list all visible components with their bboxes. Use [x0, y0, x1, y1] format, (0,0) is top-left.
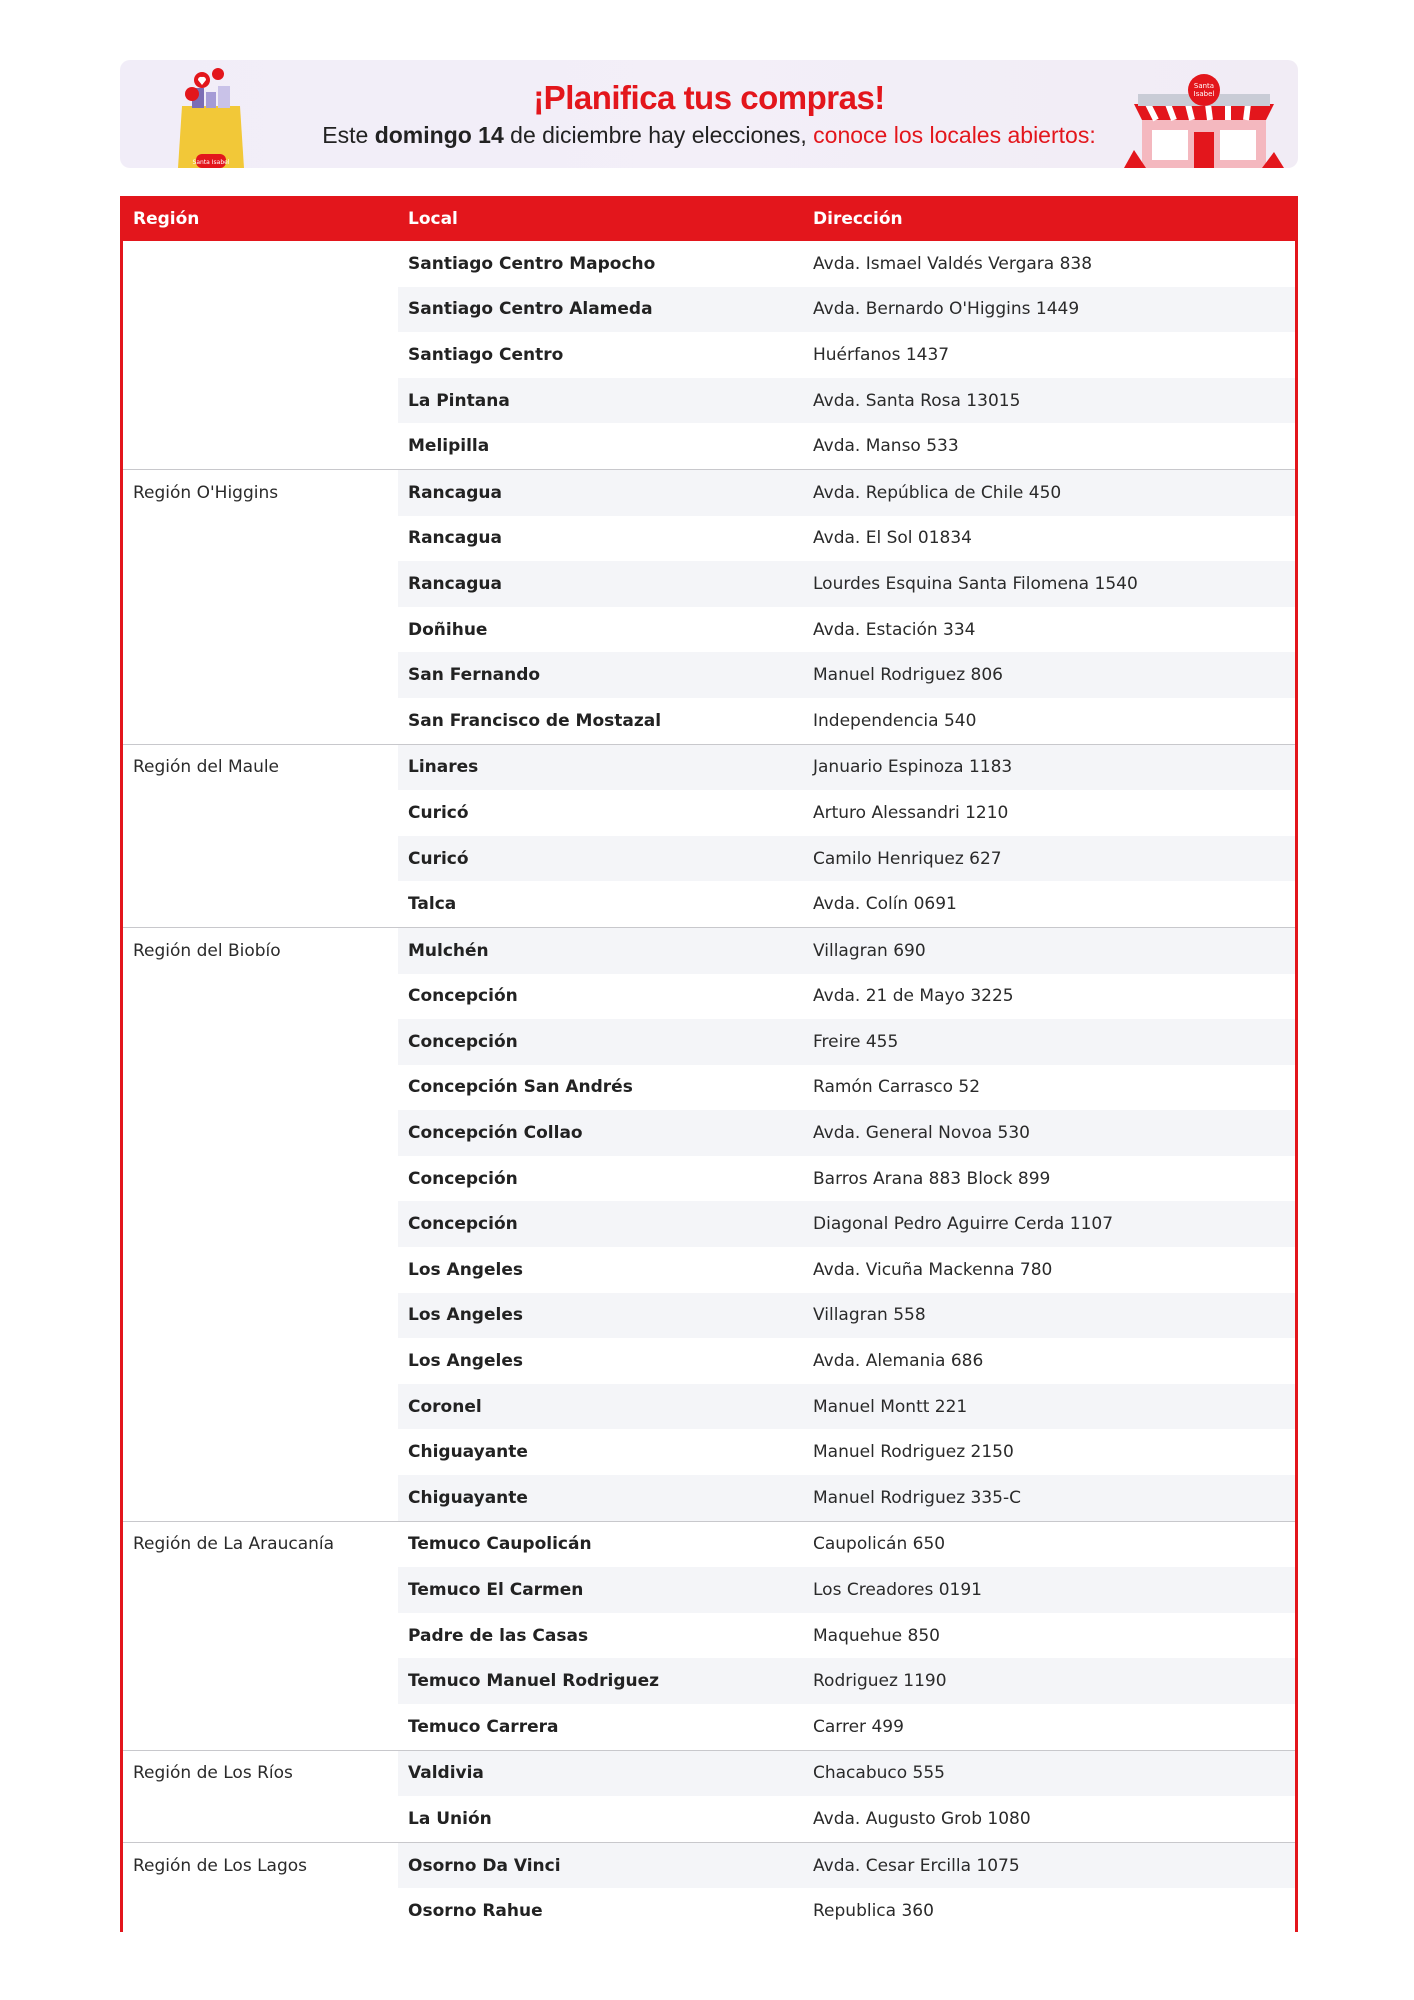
region-cell: Región del Biobío [123, 927, 398, 973]
region-cell: Región de La Araucanía [123, 1521, 398, 1567]
address-cell: Freire 455 [803, 1019, 1295, 1065]
local-cell: Coronel [398, 1384, 803, 1430]
local-cell: Santiago Centro Mapocho [408, 253, 656, 274]
address-cell: Carrer 499 [813, 1716, 904, 1737]
address-cell: Avda. Estación 334 [813, 619, 976, 640]
address-cell: Januario Espinoza 1183 [803, 744, 1295, 790]
local-cell: Curicó [408, 802, 469, 823]
region-cell [123, 1247, 398, 1293]
address-cell: Caupolicán 650 [803, 1521, 1295, 1567]
address-cell: Avda. 21 de Mayo 3225 [813, 986, 1014, 1007]
local-cell: Los Angeles [408, 1259, 523, 1280]
table-header-row [123, 196, 1295, 241]
address-cell: Huérfanos 1437 [813, 344, 950, 365]
address-cell: Villagran 558 [803, 1293, 1295, 1339]
local-cell: Mulchén [398, 927, 803, 973]
sub-middle: de diciembre hay elecciones, [503, 122, 814, 148]
sub-link: conoce los locales abiertos: [813, 122, 1096, 148]
region-cell [123, 1201, 398, 1247]
table-row [123, 974, 1295, 1020]
table-row [123, 1475, 1295, 1521]
table-row [123, 1842, 1295, 1888]
local-cell: Santiago Centro [408, 344, 564, 365]
address-cell: Avda. Augusto Grob 1080 [813, 1808, 1031, 1829]
table-row [123, 652, 1295, 698]
region-cell: Región O'Higgins [123, 469, 398, 515]
region-cell [123, 516, 398, 562]
region-cell [123, 1065, 398, 1111]
address-cell: Avda. Manso 533 [813, 436, 959, 457]
region-cell [123, 1567, 398, 1613]
local-cell: Temuco Manuel Rodriguez [398, 1658, 803, 1704]
table-row [123, 1704, 1295, 1750]
store-front-icon [1124, 74, 1284, 168]
address-cell: Rodriguez 1190 [803, 1658, 1295, 1704]
address-cell: Arturo Alessandri 1210 [813, 802, 1009, 823]
address-cell: Avda. Colín 0691 [813, 894, 957, 915]
table-row [123, 1293, 1295, 1339]
local-cell: Rancagua [398, 561, 803, 607]
region-cell [123, 1384, 398, 1430]
table-row [123, 744, 1295, 790]
table-row [123, 423, 1295, 469]
local-cell: Temuco Carrera [408, 1716, 559, 1737]
table-row [123, 790, 1295, 836]
local-cell: Los Angeles [408, 1351, 523, 1372]
region-cell [123, 1338, 398, 1384]
table-row [123, 332, 1295, 378]
local-cell: Osorno Da Vinci [398, 1842, 803, 1888]
address-cell: Republica 360 [813, 1901, 934, 1922]
address-cell: Diagonal Pedro Aguirre Cerda 1107 [803, 1201, 1295, 1247]
local-cell: Temuco Caupolicán [398, 1521, 803, 1567]
table-row [123, 1384, 1295, 1430]
header-local: Local [398, 196, 803, 241]
banner-text [302, 78, 1116, 150]
local-cell: Chiguayante [408, 1442, 528, 1463]
address-cell: Camilo Henriquez 627 [803, 836, 1295, 882]
logo-text-2: Isabel [1193, 90, 1215, 98]
table-row [123, 1019, 1295, 1065]
address-cell: Independencia 540 [813, 710, 977, 731]
banner-title: ¡Planifica tus compras! [533, 79, 885, 116]
local-cell: Concepción San Andrés [408, 1077, 633, 1098]
local-cell: Padre de las Casas [408, 1625, 589, 1646]
local-cell: Melipilla [408, 436, 490, 457]
local-cell: Concepción Collao [398, 1110, 803, 1156]
region-cell [123, 836, 398, 882]
table-row [123, 1658, 1295, 1704]
region-cell [123, 652, 398, 698]
region-cell [123, 1429, 398, 1475]
region-cell [123, 1475, 398, 1521]
local-cell: Concepción [408, 1168, 518, 1189]
local-cell: Osorno Rahue [408, 1901, 543, 1922]
region-cell: Región de Los Lagos [123, 1842, 398, 1888]
address-cell: Manuel Montt 221 [803, 1384, 1295, 1430]
local-cell: San Fernando [398, 652, 803, 698]
header-region: Región [123, 196, 398, 241]
table-row [123, 1156, 1295, 1202]
address-cell: Avda. Ismael Valdés Vergara 838 [813, 253, 1093, 274]
table-row [123, 1521, 1295, 1567]
local-cell: La Pintana [398, 378, 803, 424]
local-cell: Talca [408, 894, 457, 915]
region-cell [123, 1156, 398, 1202]
region-cell [123, 607, 398, 653]
address-cell: Avda. El Sol 01834 [813, 528, 972, 549]
table-row [123, 1888, 1295, 1932]
local-cell: Rancagua [408, 528, 502, 549]
table-row [123, 516, 1295, 562]
address-cell: Lourdes Esquina Santa Filomena 1540 [803, 561, 1295, 607]
table-row [123, 1201, 1295, 1247]
local-cell: San Francisco de Mostazal [408, 710, 662, 731]
address-cell: Avda. Santa Rosa 13015 [803, 378, 1295, 424]
table-row [123, 836, 1295, 882]
local-cell: Santiago Centro Alameda [398, 287, 803, 333]
table-row [123, 1796, 1295, 1842]
region-cell [123, 1293, 398, 1339]
region-cell: Región del Maule [123, 744, 398, 790]
region-cell [123, 1796, 398, 1842]
address-cell: Manuel Rodriguez 806 [803, 652, 1295, 698]
table-row [123, 927, 1295, 973]
table-row [123, 241, 1295, 287]
region-cell [123, 1110, 398, 1156]
region-cell [123, 974, 398, 1020]
table-row [123, 1338, 1295, 1384]
table-body [123, 241, 1295, 1932]
table-row [123, 469, 1295, 515]
table-row [123, 1750, 1295, 1796]
region-cell [123, 1019, 398, 1065]
table-row [123, 1429, 1295, 1475]
region-cell [123, 881, 398, 927]
address-cell: Manuel Rodriguez 2150 [813, 1442, 1014, 1463]
address-cell: Barros Arana 883 Block 899 [813, 1168, 1051, 1189]
local-cell: Rancagua [398, 469, 803, 515]
shopping-bag-icon [170, 66, 260, 168]
bag-logo-text: Santa Isabel [192, 159, 230, 166]
region-cell: Región de Los Ríos [123, 1750, 398, 1796]
address-cell: Chacabuco 555 [803, 1750, 1295, 1796]
region-cell [123, 1704, 398, 1750]
region-cell [123, 698, 398, 744]
table-row [123, 1567, 1295, 1613]
region-cell [123, 790, 398, 836]
sub-bold: domingo 14 [374, 122, 504, 148]
promo-banner [120, 60, 1298, 168]
address-cell: Avda. República de Chile 450 [803, 469, 1295, 515]
region-cell [123, 423, 398, 469]
local-cell: Valdivia [398, 1750, 803, 1796]
banner-subtitle [302, 120, 1116, 150]
address-cell: Avda. General Novoa 530 [803, 1110, 1295, 1156]
local-cell: Los Angeles [398, 1293, 803, 1339]
address-cell: Villagran 690 [803, 927, 1295, 973]
table-row [123, 1613, 1295, 1659]
table-row [123, 378, 1295, 424]
region-cell [123, 378, 398, 424]
address-cell: Ramón Carrasco 52 [813, 1077, 981, 1098]
local-cell: Chiguayante [398, 1475, 803, 1521]
address-cell: Avda. Bernardo O'Higgins 1449 [803, 287, 1295, 333]
address-cell: Los Creadores 0191 [803, 1567, 1295, 1613]
region-cell [123, 1658, 398, 1704]
address-cell: Maquehue 850 [813, 1625, 940, 1646]
table-row [123, 881, 1295, 927]
table-row [123, 1110, 1295, 1156]
logo-text-1: Santa [1193, 82, 1215, 90]
address-cell: Avda. Alemania 686 [813, 1351, 984, 1372]
address-cell: Avda. Vicuña Mackenna 780 [813, 1259, 1053, 1280]
local-cell: Concepción [398, 1019, 803, 1065]
region-cell [123, 241, 398, 287]
local-cell: Doñihue [408, 619, 488, 640]
region-cell [123, 287, 398, 333]
region-cell [123, 561, 398, 607]
local-cell: Concepción [408, 986, 518, 1007]
local-cell: Concepción [398, 1201, 803, 1247]
local-cell: La Unión [408, 1808, 492, 1829]
region-cell [123, 332, 398, 378]
stores-table [120, 196, 1298, 1932]
table-row [123, 607, 1295, 653]
region-cell [123, 1888, 398, 1932]
local-cell: Temuco El Carmen [398, 1567, 803, 1613]
local-cell: Linares [398, 744, 803, 790]
table-row [123, 1065, 1295, 1111]
table-row [123, 698, 1295, 744]
sub-prefix: Este [322, 122, 375, 148]
address-cell: Manuel Rodriguez 335-C [803, 1475, 1295, 1521]
table-row [123, 561, 1295, 607]
local-cell: Curicó [398, 836, 803, 882]
header-address: Dirección [803, 196, 1295, 241]
table-row [123, 1247, 1295, 1293]
table-row [123, 287, 1295, 333]
region-cell [123, 1613, 398, 1659]
address-cell: Avda. Cesar Ercilla 1075 [803, 1842, 1295, 1888]
